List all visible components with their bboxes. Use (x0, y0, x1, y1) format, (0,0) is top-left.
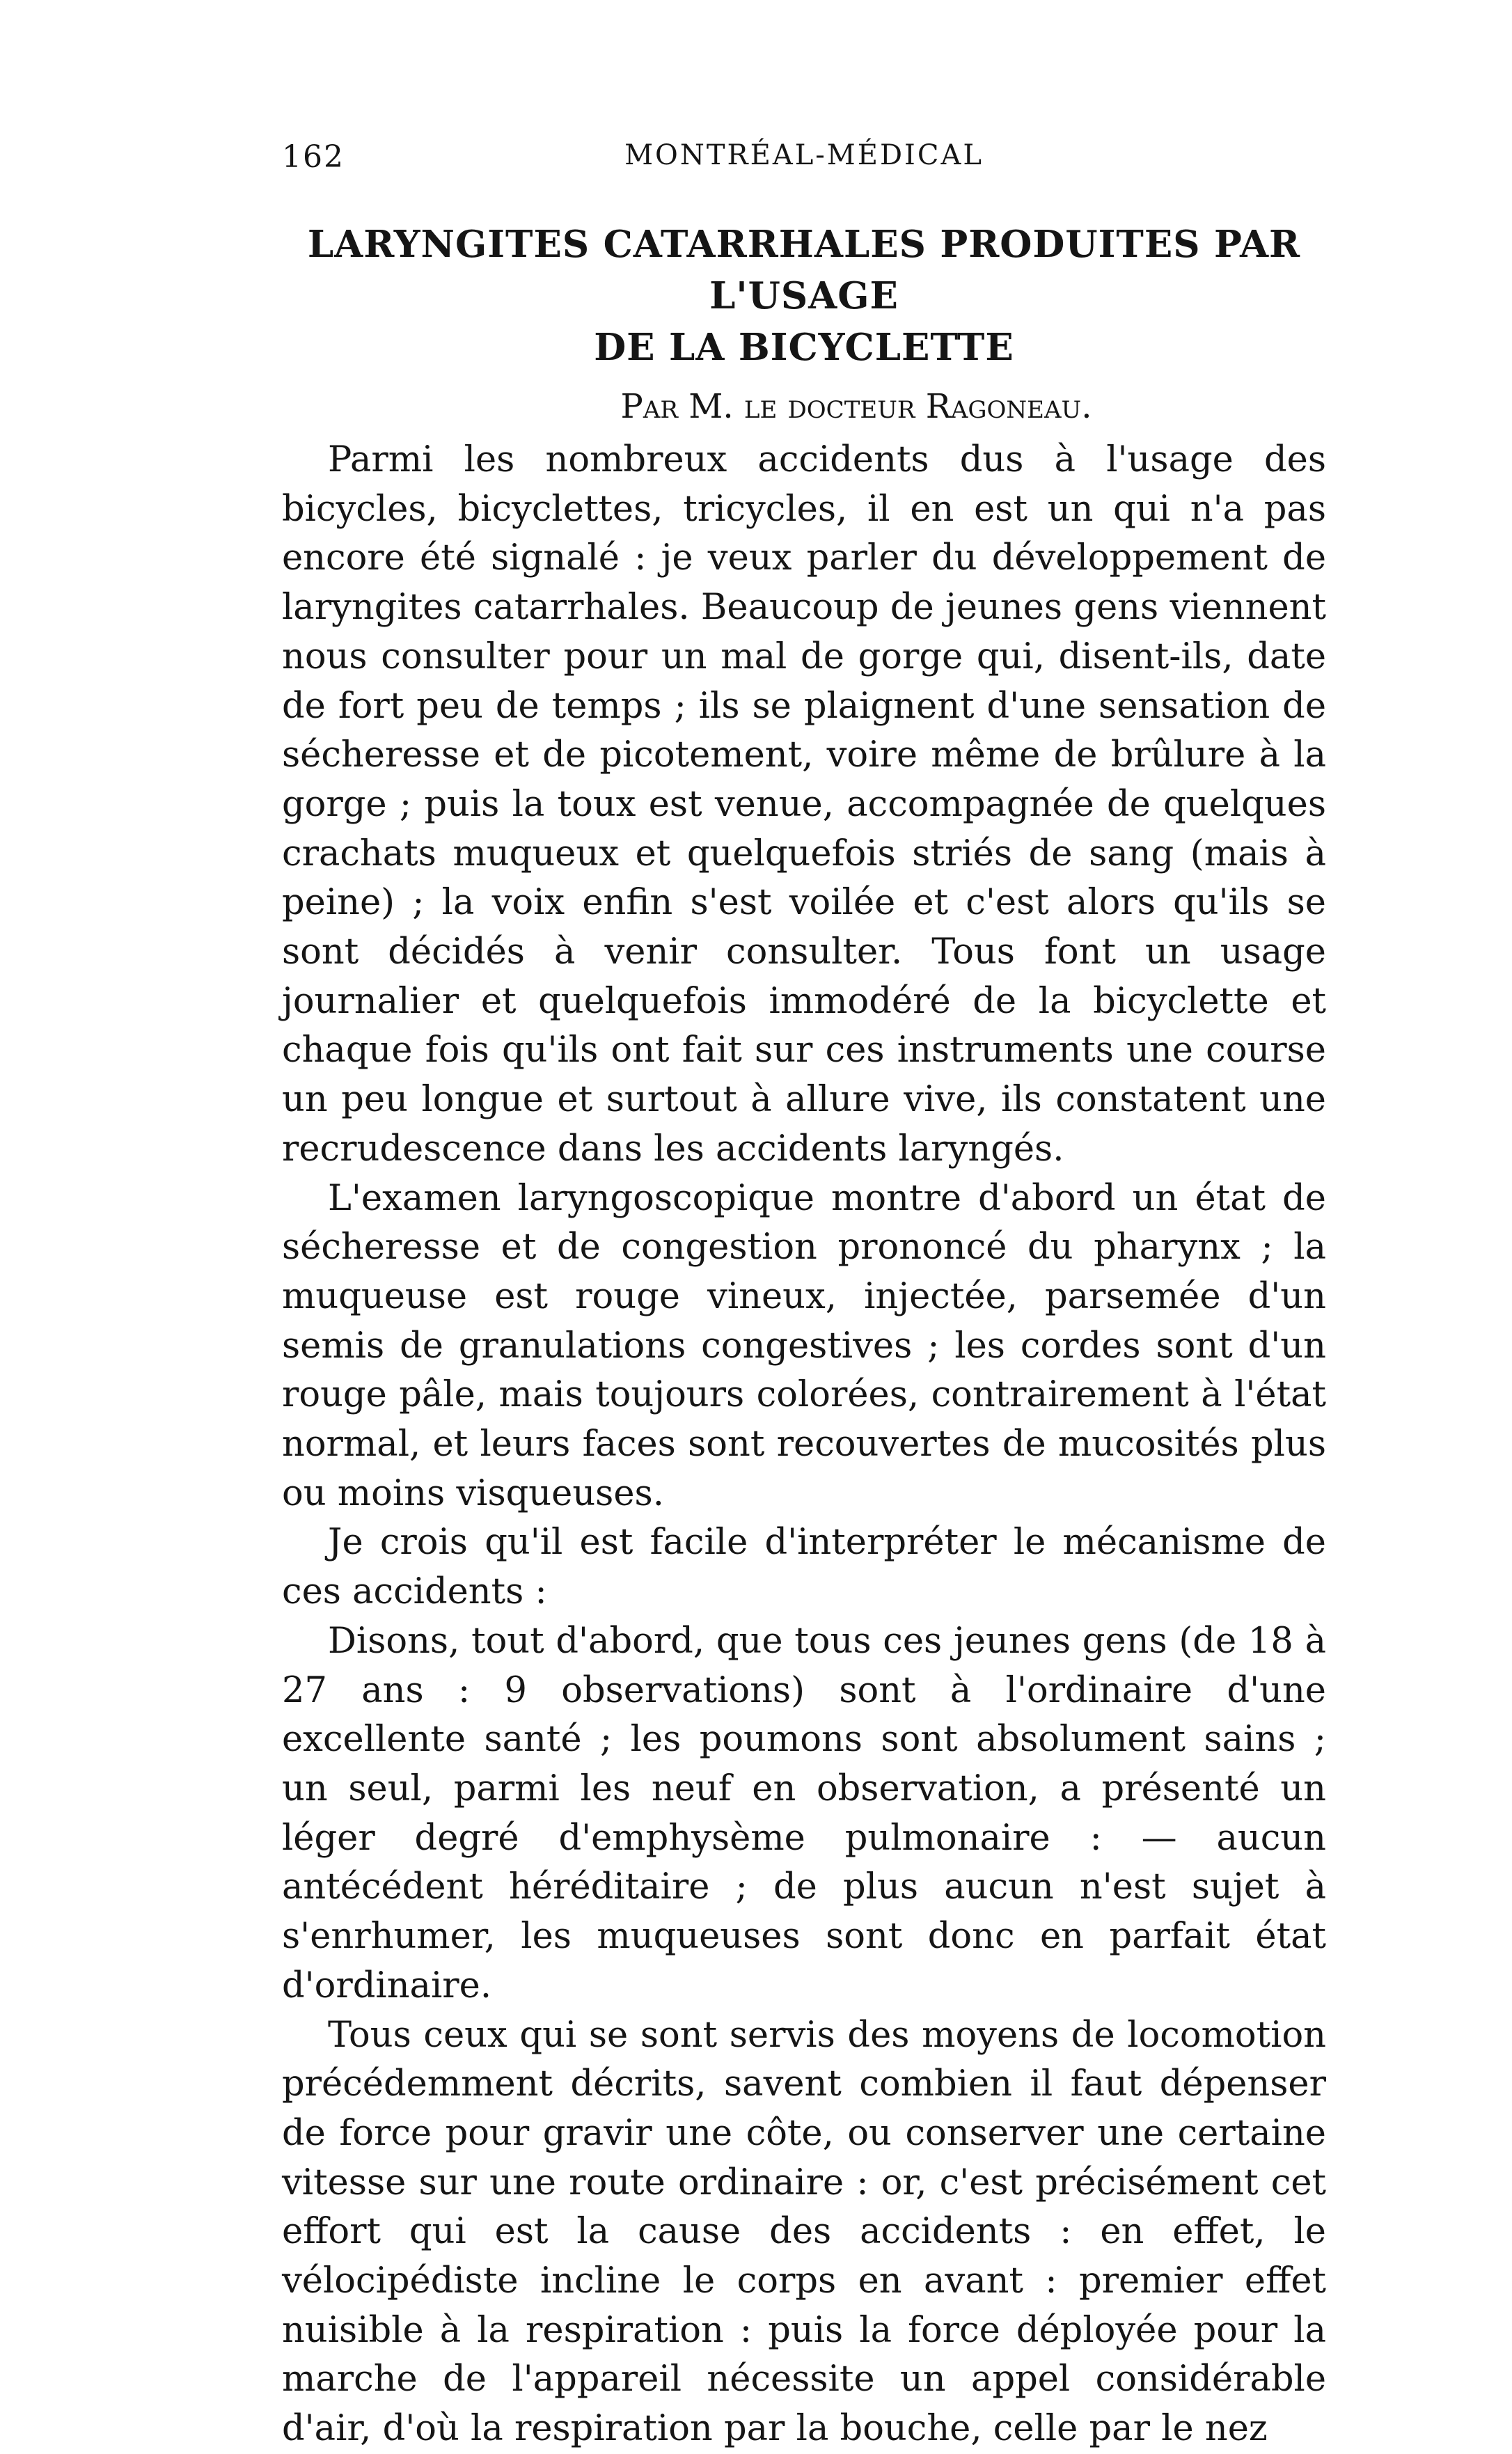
running-head (282, 139, 1326, 188)
paragraph: Parmi les nombreux accidents dus à l'usage des bicycles, bicyclettes, tricycles, il en est un qui n'a pas encore été signalé : je veux parler du développement de laryngites catarrhales. Beaucoup de jeunes gens viennent nous consulter pour un mal de gorge qui, disent-ils, date de fort peu de temps ; ils se plaignent d'une sensation de sécheresse et de picotement, voire même de brûlure à la gorge ; puis la toux est venue, accompagnée de quelques crachats muqueux et quelquefois striés de sang (mais à peine) ; la voix enfin s'est voilée et c'est alors qu'ils se sont décidés à venir consulter. Tous font un usage journalier et quelquefois immodéré de la bicyclette et chaque fois qu'ils ont fait sur ces instruments une course un peu longue et surtout à allure vive, ils constatent une recrudescence dans les accidents laryngés. (282, 439, 1326, 1170)
article-title (282, 219, 1326, 373)
paragraph: Tous ceux qui se sont servis des moyens de locomotion précédemment décrits, savent combien il faut dépenser de force pour gravir une côte, ou conserver une certaine vitesse sur une route ordinaire : or, c'est précisément cet effort qui est la cause des accidents : en effet, le vélocipédiste incline le corps en avant : premier effet nuisible à la respiration : puis la force déployée pour la marche de l'appareil nécessite un appel considérable d'air, d'où la respiration par la bouche, celle par le nez (282, 2014, 1326, 2450)
journal-title: MONTRÉAL-MÉDICAL (624, 139, 984, 171)
book-page (282, 139, 1326, 2454)
article-body (282, 436, 1326, 2454)
page-number: 162 (282, 139, 345, 175)
paragraph: Je crois qu'il est facile d'interpréter le mécanisme de ces accidents : (282, 1522, 1326, 1613)
paragraph: L'examen laryngoscopique montre d'abord un état de sécheresse et de congestion prononcé du pharynx ; la muqueuse est rouge vineux, injectée, parsemée d'un semis de granulations congestives ; les cordes sont d'un rouge pâle, mais toujours colorées, contrairement à l'état normal, et leurs faces sont recouvertes de mucosités plus ou moins visqueuses. (282, 1177, 1326, 1514)
article-title-line-1: LARYNGITES CATARRHALES PRODUITES PAR L'USAGE (307, 223, 1301, 317)
byline-text: Par M. le docteur Ragoneau. (620, 387, 1092, 426)
paragraph: Disons, tout d'abord, que tous ces jeunes gens (de 18 à 27 ans : 9 observations) sont à l'ordinaire d'une excellente santé ; les poumons sont absolument sains ; un seul, parmi les neuf en observation, a présenté un léger degré d'emphysème pulmonaire : — aucun antécédent héréditaire ; de plus aucun n'est sujet à s'enrhumer, les muqueuses sont donc en parfait état d'ordinaire. (282, 1620, 1326, 2006)
article-title-line-2: DE LA BICYCLETTE (594, 326, 1014, 369)
article-byline (386, 377, 1326, 436)
